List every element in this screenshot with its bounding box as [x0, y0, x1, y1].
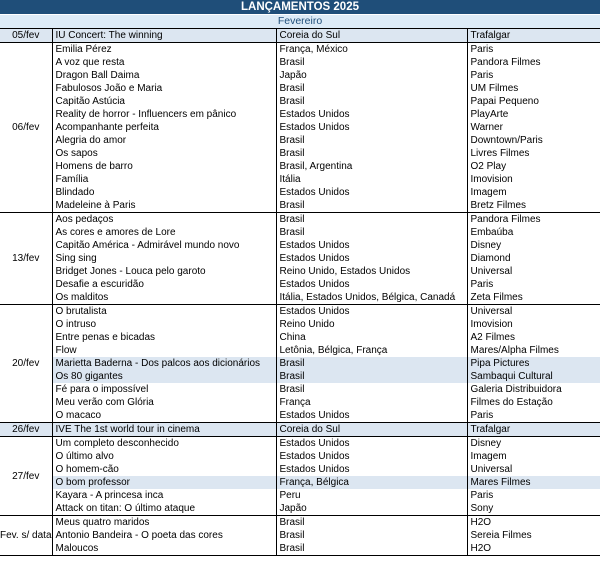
film-title-cell: Desafie a escuridão	[52, 278, 276, 291]
distributor-cell: Diamond	[467, 252, 600, 265]
distributor-cell: Zeta Filmes	[467, 291, 600, 305]
country-cell: Itália, Estados Unidos, Bélgica, Canadá	[276, 291, 467, 305]
film-title-cell: Maloucos	[52, 542, 276, 556]
film-title-cell: Homens de barro	[52, 160, 276, 173]
film-title-cell: Fé para o impossível	[52, 383, 276, 396]
table-row	[0, 409, 600, 423]
release-rows	[0, 29, 600, 556]
table-row	[0, 173, 600, 186]
country-cell: Reino Unido	[276, 318, 467, 331]
distributor-cell: UM Filmes	[467, 82, 600, 95]
country-cell: Brasil	[276, 357, 467, 370]
release-date-cell: 27/fev	[0, 437, 52, 516]
distributor-cell: Papai Pequeno	[467, 95, 600, 108]
country-cell: Estados Unidos	[276, 121, 467, 134]
distributor-cell: Paris	[467, 409, 600, 423]
distributor-cell: Imagem	[467, 450, 600, 463]
film-title-cell: O macaco	[52, 409, 276, 423]
distributor-cell: Bretz Filmes	[467, 199, 600, 213]
distributor-cell: Embaúba	[467, 226, 600, 239]
table-row	[0, 95, 600, 108]
table-row	[0, 121, 600, 134]
distributor-cell: Downtown/Paris	[467, 134, 600, 147]
film-title-cell: Família	[52, 173, 276, 186]
country-cell: Japão	[276, 502, 467, 516]
film-title-cell: Flow	[52, 344, 276, 357]
country-cell: China	[276, 331, 467, 344]
film-title-cell: Os malditos	[52, 291, 276, 305]
table-row	[0, 529, 600, 542]
table-row	[0, 396, 600, 409]
distributor-cell: Trafalgar	[467, 423, 600, 437]
country-cell: França, México	[276, 43, 467, 57]
country-cell: Brasil	[276, 516, 467, 530]
distributor-cell: Pandora Filmes	[467, 213, 600, 227]
film-title-cell: Fabulosos João e Maria	[52, 82, 276, 95]
table-row	[0, 186, 600, 199]
table-row	[0, 344, 600, 357]
distributor-cell: Pipa Pictures	[467, 357, 600, 370]
distributor-cell: O2 Play	[467, 160, 600, 173]
film-title-cell: IVE The 1st world tour in cinema	[52, 423, 276, 437]
film-title-cell: O brutalista	[52, 305, 276, 319]
film-title-cell: Bridget Jones - Louca pelo garoto	[52, 265, 276, 278]
country-cell: Coreia do Sul	[276, 29, 467, 43]
country-cell: Estados Unidos	[276, 186, 467, 199]
release-date-cell: 26/fev	[0, 423, 52, 437]
country-cell: Brasil	[276, 56, 467, 69]
distributor-cell: Trafalgar	[467, 29, 600, 43]
country-cell: Estados Unidos	[276, 108, 467, 121]
country-cell: Itália	[276, 173, 467, 186]
film-title-cell: Um completo desconhecido	[52, 437, 276, 451]
film-title-cell: Antonio Bandeira - O poeta das cores	[52, 529, 276, 542]
film-title-cell: Dragon Ball Daima	[52, 69, 276, 82]
country-cell: Estados Unidos	[276, 252, 467, 265]
release-date-cell: 20/fev	[0, 305, 52, 423]
distributor-cell: PlayArte	[467, 108, 600, 121]
table-row	[0, 463, 600, 476]
country-cell: Brasil	[276, 542, 467, 556]
country-cell: Brasil	[276, 95, 467, 108]
distributor-cell: Mares Filmes	[467, 476, 600, 489]
distributor-cell: Paris	[467, 43, 600, 57]
table-row	[0, 437, 600, 451]
distributor-cell: Livres Filmes	[467, 147, 600, 160]
table-row	[0, 516, 600, 530]
country-cell: Brasil	[276, 134, 467, 147]
film-title-cell: Kayara - A princesa inca	[52, 489, 276, 502]
country-cell: Brasil	[276, 213, 467, 227]
table-row	[0, 252, 600, 265]
table-row	[0, 502, 600, 516]
film-title-cell: Aos pedaços	[52, 213, 276, 227]
film-title-cell: As cores e amores de Lore	[52, 226, 276, 239]
country-cell: Brasil	[276, 383, 467, 396]
table-row	[0, 370, 600, 383]
film-title-cell: Meu verão com Glória	[52, 396, 276, 409]
country-cell: Brasil	[276, 199, 467, 213]
distributor-cell: Warner	[467, 121, 600, 134]
country-cell: Japão	[276, 69, 467, 82]
table-row	[0, 357, 600, 370]
distributor-cell: Disney	[467, 239, 600, 252]
country-cell: França	[276, 396, 467, 409]
film-title-cell: O homem-cão	[52, 463, 276, 476]
table-row	[0, 226, 600, 239]
table-row	[0, 331, 600, 344]
film-title-cell: Meus quatro maridos	[52, 516, 276, 530]
distributor-cell: Universal	[467, 305, 600, 319]
table-row	[0, 239, 600, 252]
table-row	[0, 29, 600, 43]
table-row	[0, 147, 600, 160]
film-title-cell: Marietta Baderna - Dos palcos aos dicionários	[52, 357, 276, 370]
country-cell: Brasil	[276, 370, 467, 383]
distributor-cell: Disney	[467, 437, 600, 451]
release-date-cell: 13/fev	[0, 213, 52, 305]
country-cell: Brasil	[276, 82, 467, 95]
release-table	[0, 29, 600, 556]
table-row	[0, 450, 600, 463]
film-title-cell: Reality de horror - Influencers em pânico	[52, 108, 276, 121]
table-row	[0, 278, 600, 291]
country-cell: Estados Unidos	[276, 450, 467, 463]
distributor-cell: A2 Filmes	[467, 331, 600, 344]
film-title-cell: O intruso	[52, 318, 276, 331]
country-cell: Estados Unidos	[276, 305, 467, 319]
film-title-cell: Madeleine à Paris	[52, 199, 276, 213]
country-cell: Letônia, Bélgica, França	[276, 344, 467, 357]
distributor-cell: Pandora Filmes	[467, 56, 600, 69]
distributor-cell: Universal	[467, 463, 600, 476]
table-row	[0, 82, 600, 95]
table-row	[0, 199, 600, 213]
country-cell: Brasil, Argentina	[276, 160, 467, 173]
film-title-cell: O bom professor	[52, 476, 276, 489]
release-date-cell: Fev. s/ data	[0, 516, 52, 556]
table-row	[0, 383, 600, 396]
month-header: Fevereiro	[0, 15, 600, 29]
table-row	[0, 108, 600, 121]
film-title-cell: Capitão Astúcia	[52, 95, 276, 108]
table-row	[0, 423, 600, 437]
distributor-cell: H2O	[467, 542, 600, 556]
film-title-cell: A voz que resta	[52, 56, 276, 69]
sheet-title: LANÇAMENTOS 2025	[0, 0, 600, 15]
table-row	[0, 476, 600, 489]
table-row	[0, 489, 600, 502]
film-title-cell: Acompanhante perfeita	[52, 121, 276, 134]
distributor-cell: Mares/Alpha Filmes	[467, 344, 600, 357]
film-title-cell: Attack on titan: O último ataque	[52, 502, 276, 516]
distributor-cell: Sony	[467, 502, 600, 516]
film-title-cell: Os 80 gigantes	[52, 370, 276, 383]
film-title-cell: O último alvo	[52, 450, 276, 463]
film-title-cell: Blindado	[52, 186, 276, 199]
release-date-cell: 06/fev	[0, 43, 52, 213]
country-cell: Coreia do Sul	[276, 423, 467, 437]
distributor-cell: Sambaqui Cultural	[467, 370, 600, 383]
table-row	[0, 305, 600, 319]
country-cell: Brasil	[276, 147, 467, 160]
film-title-cell: Os sapos	[52, 147, 276, 160]
distributor-cell: Imagem	[467, 186, 600, 199]
country-cell: Estados Unidos	[276, 239, 467, 252]
distributor-cell: Paris	[467, 489, 600, 502]
distributor-cell: Imovision	[467, 318, 600, 331]
film-title-cell: Capitão América - Admirável mundo novo	[52, 239, 276, 252]
table-row	[0, 542, 600, 556]
distributor-cell: Filmes do Estação	[467, 396, 600, 409]
distributor-cell: Universal	[467, 265, 600, 278]
distributor-cell: Paris	[467, 69, 600, 82]
film-title-cell: IU Concert: The winning	[52, 29, 276, 43]
country-cell: Brasil	[276, 226, 467, 239]
table-row	[0, 134, 600, 147]
country-cell: Estados Unidos	[276, 278, 467, 291]
film-title-cell: Sing sing	[52, 252, 276, 265]
distributor-cell: Paris	[467, 278, 600, 291]
distributor-cell: Imovision	[467, 173, 600, 186]
table-row	[0, 56, 600, 69]
country-cell: Estados Unidos	[276, 437, 467, 451]
table-row	[0, 291, 600, 305]
distributor-cell: Galeria Distribuidora	[467, 383, 600, 396]
table-row	[0, 43, 600, 57]
distributor-cell: Sereia Filmes	[467, 529, 600, 542]
table-row	[0, 318, 600, 331]
country-cell: Peru	[276, 489, 467, 502]
table-row	[0, 213, 600, 227]
distributor-cell: H2O	[467, 516, 600, 530]
country-cell: Reino Unido, Estados Unidos	[276, 265, 467, 278]
country-cell: Brasil	[276, 529, 467, 542]
film-title-cell: Alegria do amor	[52, 134, 276, 147]
country-cell: Estados Unidos	[276, 463, 467, 476]
country-cell: França, Bélgica	[276, 476, 467, 489]
table-row	[0, 265, 600, 278]
table-row	[0, 69, 600, 82]
country-cell: Estados Unidos	[276, 409, 467, 423]
film-title-cell: Entre penas e bicadas	[52, 331, 276, 344]
film-title-cell: Emilia Pérez	[52, 43, 276, 57]
release-date-cell: 05/fev	[0, 29, 52, 43]
table-row	[0, 160, 600, 173]
